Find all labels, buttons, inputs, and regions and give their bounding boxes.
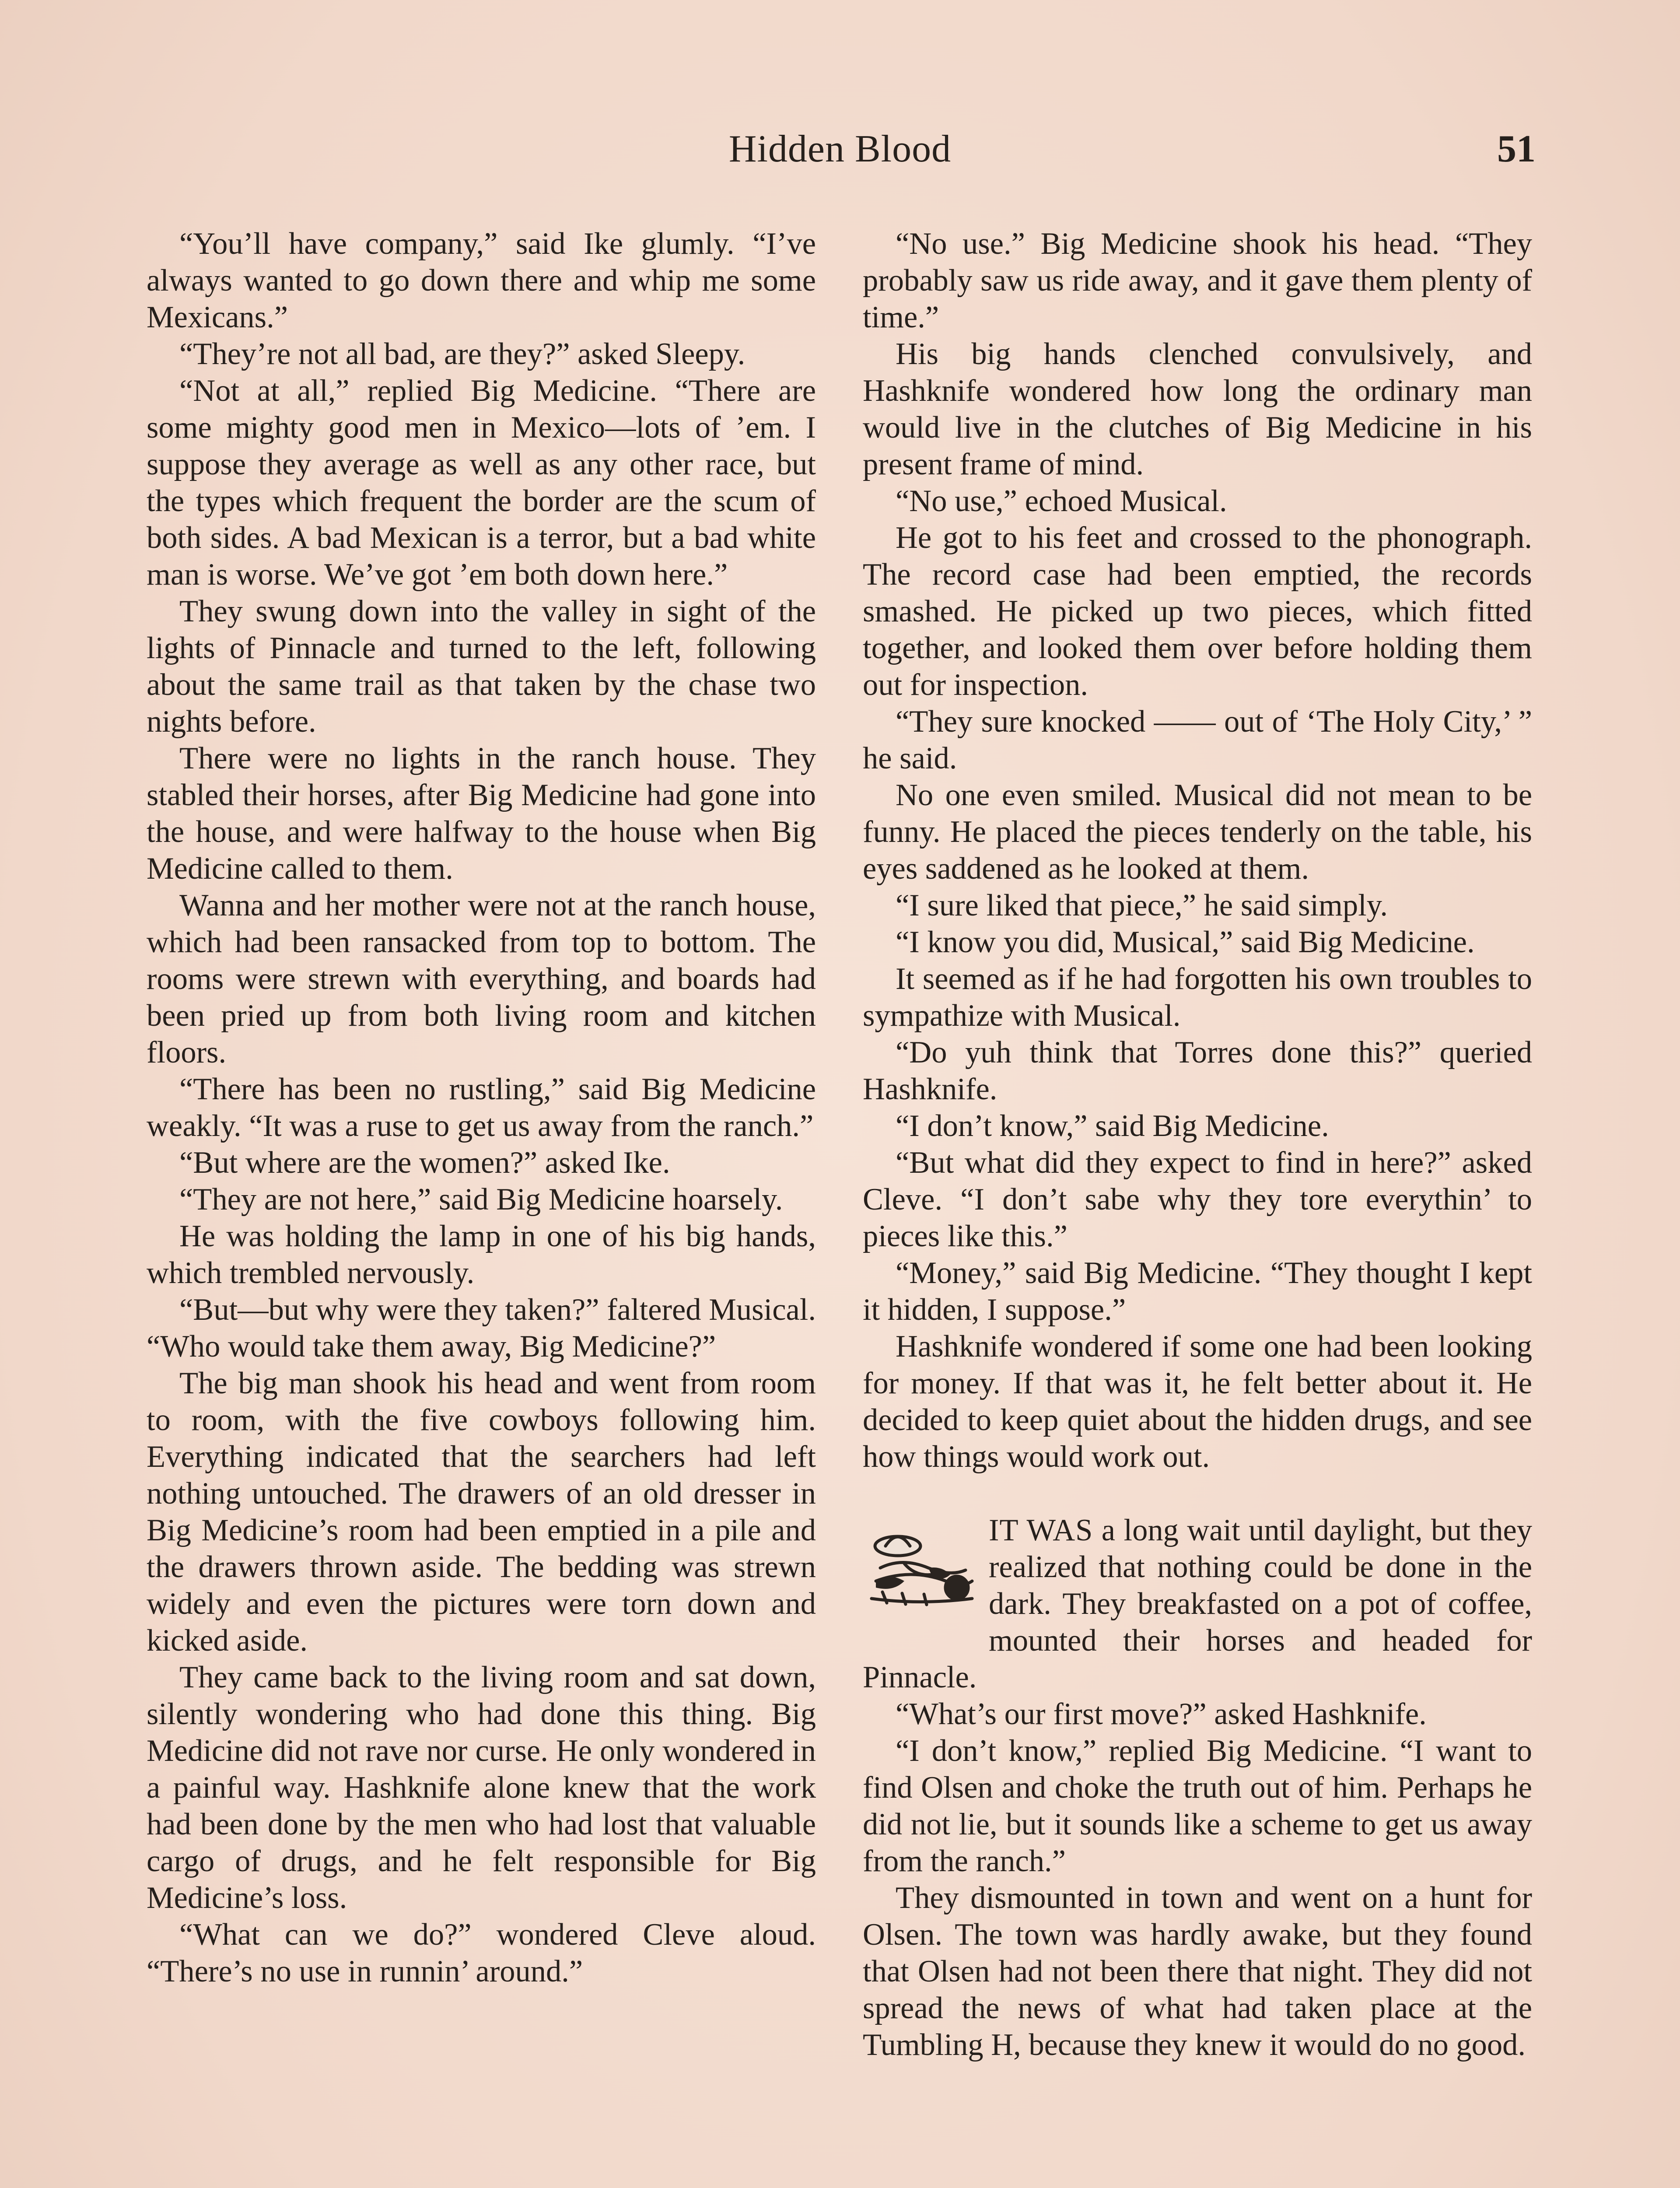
right-column xyxy=(863,225,1532,2188)
paragraph: “They are not here,” said Big Medicine hoarsely. xyxy=(179,1182,783,1217)
paragraph: “What can we do?” wondered Cleve aloud. “There’s no use in runnin’ around.” xyxy=(147,1918,816,1988)
paragraph: He was holding the lamp in one of his big hands, which trembled nervously. xyxy=(147,1219,816,1290)
paragraph: No one even smiled. Musical did not mean to be funny. He placed the pieces tenderly on the table, his eyes saddened as he looked at them. xyxy=(863,778,1532,886)
paragraph: Wanna and her mother were not at the ranch house, which had been ransacked from top to bottom. The rooms were strewn with everything, and boards had been pried up from both living room and kitchen floors. xyxy=(147,888,816,1069)
paragraph: His big hands clenched convulsively, and Hashknife wondered how long the ordinary man would live in the clutches of Big Medicine in his present frame of mind. xyxy=(863,337,1532,481)
paragraph: “I know you did, Musical,” said Big Medicine. xyxy=(896,925,1475,959)
paragraph: “But—but why were they taken?” faltered Musical. “Who would take them away, Big Medicine?” xyxy=(147,1293,816,1364)
paragraph: There were no lights in the ranch house. They stabled their horses, after Big Medicine had gone into the house, and were halfway to the house when Big Medicine called to them. xyxy=(147,741,816,886)
paragraph: “I sure liked that piece,” he said simply. xyxy=(896,888,1388,922)
paragraph: They came back to the living room and sat down, silently wondering who had done this thing. Big Medicine did not rave nor curse. He only wondered in a painful way. Hashknife alone knew that the work had been done by the men who had lost that valuable cargo of drugs, and he felt responsible for Big Medicine’s loss. xyxy=(147,1660,816,1915)
paragraph: “There has been no rustling,” said Big Medicine weakly. “It was a ruse to get us away from the ranch.” xyxy=(147,1072,816,1143)
paragraph: “Not at all,” replied Big Medicine. “There are some mighty good men in Mexico—lots of ’em. I suppose they average as well as any other race, but the types which frequent the border are the scum of both sides. A bad Mexican is a terror, but a bad white man is worse. We’ve got ’em both down here.” xyxy=(147,374,816,592)
lead-caps: IT WAS xyxy=(989,1513,1093,1547)
section-gap xyxy=(863,1475,1532,1512)
paragraph: They dismounted in town and went on a hunt for Olsen. The town was hardly awake, but they found that Olsen had not been there that night. They did not spread the news of what had taken place at the Tumbling H, because they knew it would do no good. xyxy=(863,1881,1532,2062)
paragraph: The big man shook his head and went from room to room, with the five cowboys following him. Everything indicated that the searchers had left nothing untouched. The drawers of an old dresser in Big Medicine’s room had been emptied in a pile and the drawers thrown aside. The bedding was strewn widely and even the pictures were torn down and kicked aside. xyxy=(147,1366,816,1658)
section-opening-paragraph xyxy=(863,1512,1532,1696)
cowboy-vignette-icon xyxy=(863,1515,981,1625)
paragraph: “Money,” said Big Medicine. “They thought I kept it hidden, I suppose.” xyxy=(863,1256,1532,1327)
paragraph: “No use.” Big Medicine shook his head. “They probably saw us ride away, and it gave them plenty of time.” xyxy=(863,227,1532,334)
paragraph: “But what did they expect to find in here?” asked Cleve. “I don’t sabe why they tore everythin’ to pieces like this.” xyxy=(863,1146,1532,1253)
paragraph: “They’re not all bad, are they?” asked Sleepy. xyxy=(179,337,746,371)
paragraph: “They sure knocked —— out of ‘The Holy City,’ ” he said. xyxy=(863,705,1532,775)
paragraph: “Do yuh think that Torres done this?” queried Hashknife. xyxy=(863,1035,1532,1106)
paragraph: “I don’t know,” replied Big Medicine. “I want to find Olsen and choke the truth out of him. Perhaps he did not lie, but it sounds like a scheme to get us away from the ranch.” xyxy=(863,1734,1532,1878)
paragraph: “I don’t know,” said Big Medicine. xyxy=(896,1109,1329,1143)
paragraph: He got to his feet and crossed to the phonograph. The record case had been emptied, the records smashed. He picked up two pieces, which fitted together, and looked them over before holding them out for inspection. xyxy=(863,521,1532,702)
paragraph: “What’s our first move?” asked Hashknife. xyxy=(896,1697,1427,1731)
section-text: a long wait until daylight, but they realized that nothing could be done in the dark. They breakfasted on a pot of coffee, mounted their horses and headed for Pinnacle. xyxy=(863,1513,1532,1694)
page-number: 51 xyxy=(1497,128,1536,170)
paragraph: “You’ll have company,” said Ike glumly. “I’ve always wanted to go down there and whip me some Mexicans.” xyxy=(147,227,816,334)
paragraph: They swung down into the valley in sight of the lights of Pinnacle and turned to the left, following about the same trail as that taken by the chase two nights before. xyxy=(147,594,816,739)
paragraph: Hashknife wondered if some one had been looking for money. If that was it, he felt better about it. He decided to keep quiet about the hidden drugs, and see how things would work out. xyxy=(863,1329,1532,1474)
paragraph: It seemed as if he had forgotten his own troubles to sympathize with Musical. xyxy=(863,962,1532,1033)
running-head xyxy=(144,127,1536,179)
paragraph: “No use,” echoed Musical. xyxy=(896,484,1227,518)
page-title: Hidden Blood xyxy=(728,128,952,170)
left-column xyxy=(147,225,816,2188)
paragraph: “But where are the women?” asked Ike. xyxy=(179,1146,670,1180)
